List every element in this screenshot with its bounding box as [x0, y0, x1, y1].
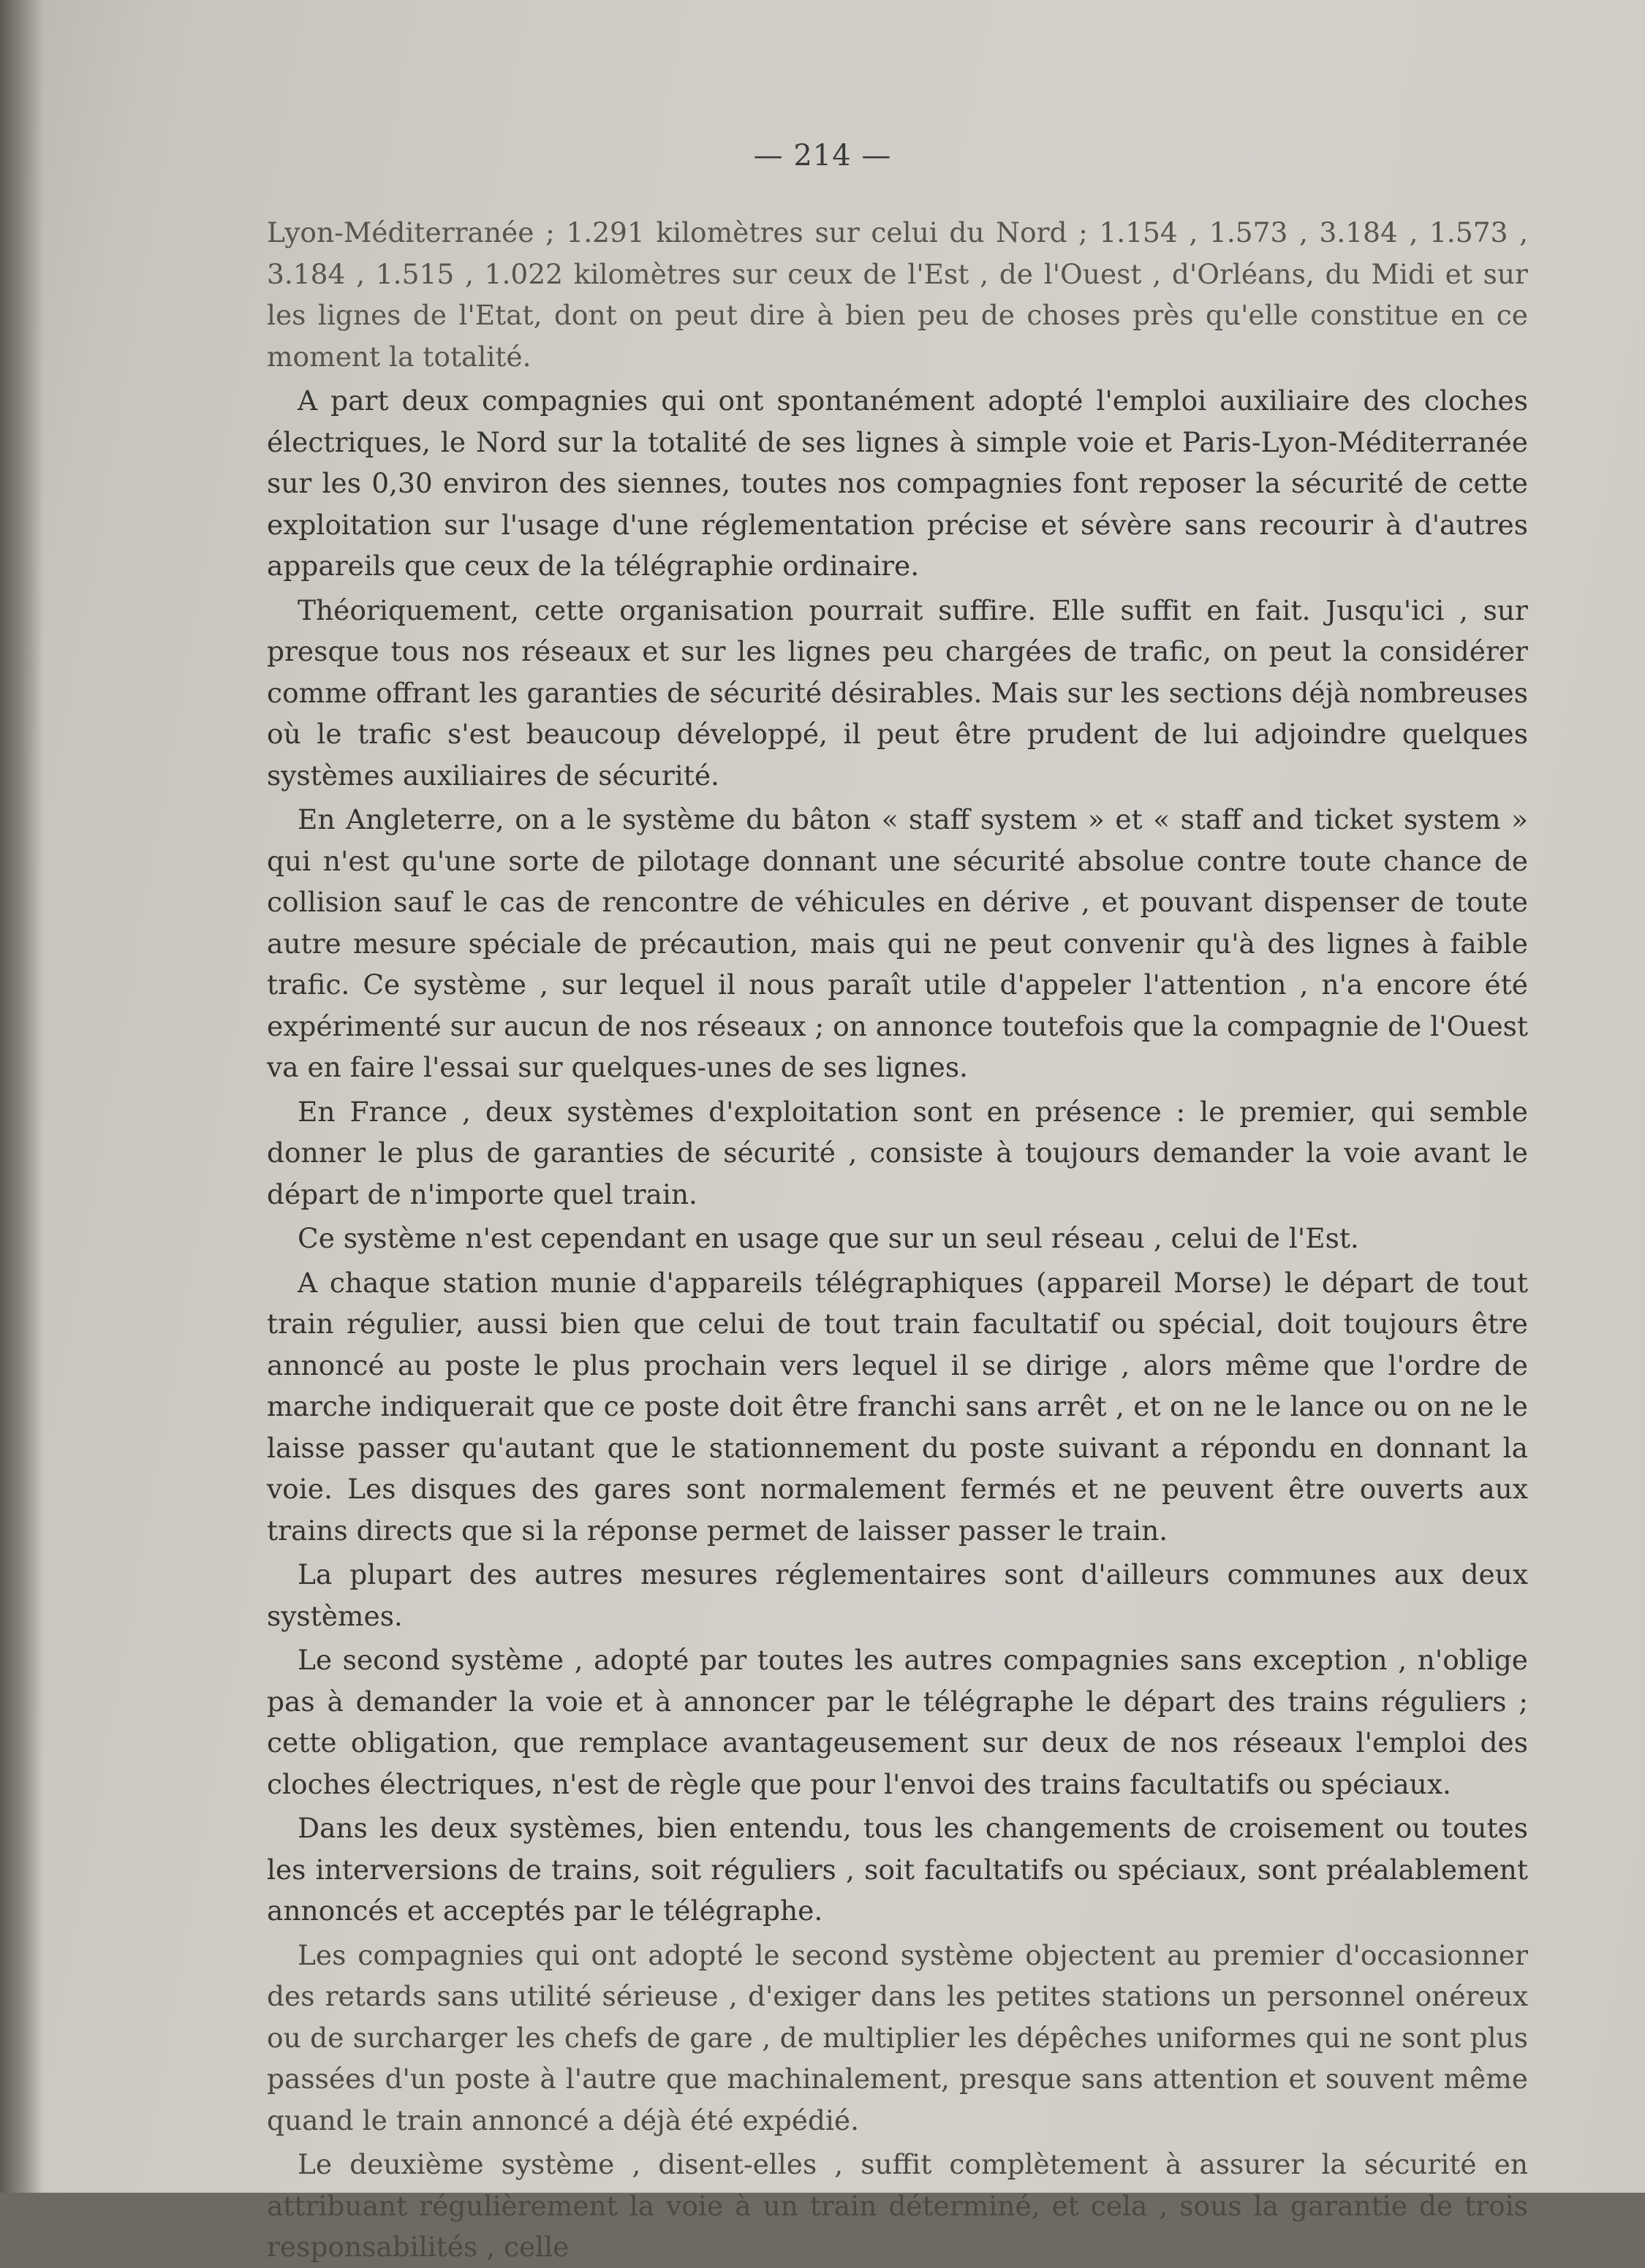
page-body	[267, 212, 1528, 2268]
paragraph: Dans les deux systèmes, bien entendu, tous les changements de croisement ou toutes les interversions de trains, soit réguliers , soit facultatifs ou spéciaux, sont préalablement annoncés et acceptés par le télégraphe.	[267, 1812, 1528, 1927]
page-number: — 214 —	[753, 139, 892, 172]
paragraph: Le second système , adopté par toutes les autres compagnies sans exception , n'oblige pas à demander la voie et à annoncer par le télégraphe le départ des trains réguliers ; cette obligation, que remplace avantageusement sur deux de nos réseaux l'emploi des cloches électriques, n'est de règle que pour l'envoi des trains facultatifs ou spéciaux.	[267, 1644, 1528, 1800]
paragraph: En France , deux systèmes d'exploitation sont en présence : le premier, qui semble donner le plus de garanties de sécurité , consiste à toujours demander la voie avant le départ de n'importe quel train.	[267, 1095, 1528, 1210]
paragraph: Théoriquement, cette organisation pourrait suffire. Elle suffit en fait. Jusqu'ici , sur presque tous nos réseaux et sur les lignes peu chargées de trafic, on peut la considérer comme offrant les garanties de sécurité désirables. Mais sur les sections déjà nombreuses où le trafic s'est beaucoup développé, il peut être prudent de lui adjoindre quelques systèmes auxiliaires de sécurité.	[267, 593, 1528, 792]
paragraph: A chaque station munie d'appareils télégraphiques (appareil Morse) le départ de tout train régulier, aussi bien que celui de tout train facultatif ou spécial, doit toujours être annoncé au poste le plus prochain vers lequel il se dirige , alors même que l'ordre de marche indiquerait que ce poste doit être franchi sans arrêt , et on ne le lance ou on ne le laisse passer qu'autant que le stationnement du poste suivant a répondu en donnant la voie. Les disques des gares sont normalement fermés et ne peuvent être ouverts aux trains directs que si la réponse permet de laisser passer le train.	[267, 1266, 1528, 1547]
paragraph: Lyon-Méditerranée ; 1.291 kilomètres sur celui du Nord ; 1.154 , 1.573 , 3.184 , 1.573 , 3.184 , 1.515 , 1.022 kilomètres sur ceux de l'Est , de l'Ouest , d'Orléans, du Midi et sur les lignes de l'Etat, dont on peut dire à bien peu de choses près qu'elle constitue en ce moment la totalité.	[267, 216, 1528, 373]
paragraph: Le deuxième système , disent-elles , suffit complètement à assurer la sécurité en attribuant régulièrement la voie à un train déterminé, et cela , sous la garantie de trois responsabilités , celle	[267, 2148, 1528, 2263]
paragraph: Les compagnies qui ont adopté le second système objectent au premier d'occasionner des retards sans utilité sérieuse , d'exiger dans les petites stations un personnel onéreux ou de surcharger les chefs de gare , de multiplier les dépêches uniformes qui ne sont plus passées d'un poste à l'autre que machinalement, presque sans attention et souvent même quand le train annoncé a déjà été expédié.	[267, 1938, 1528, 2136]
paragraph: En Angleterre, on a le système du bâton « staff system » et « staff and ticket system » qui n'est qu'une sorte de pilotage donnant une sécurité absolue contre toute chance de collision sauf le cas de rencontre de véhicules en dérive , et pouvant dispenser de toute autre mesure spéciale de précaution, mais qui ne peut convenir qu'à des lignes à faible trafic. Ce système , sur lequel il nous paraît utile d'appeler l'attention , n'a encore été expérimenté sur aucun de nos réseaux ; on annonce toutefois que la compagnie de l'Ouest va en faire l'essai sur quelques-unes de ses lignes.	[267, 803, 1528, 1083]
book-spine-shadow	[0, 0, 44, 2193]
paragraph: A part deux compagnies qui ont spontanément adopté l'emploi auxiliaire des cloches électriques, le Nord sur la totalité de ses lignes à simple voie et Paris-Lyon-Méditerranée sur les 0,30 environ des siennes, toutes nos compagnies font reposer la sécurité de cette exploitation sur l'usage d'une réglementation précise et sévère sans recourir à d'autres appareils que ceux de la télégraphie ordinaire.	[267, 384, 1528, 582]
paragraph: Ce système n'est cependant en usage que sur un seul réseau , celui de l'Est.	[298, 1222, 1359, 1254]
paragraph: La plupart des autres mesures réglementaires sont d'ailleurs communes aux deux systèmes.	[267, 1558, 1528, 1632]
